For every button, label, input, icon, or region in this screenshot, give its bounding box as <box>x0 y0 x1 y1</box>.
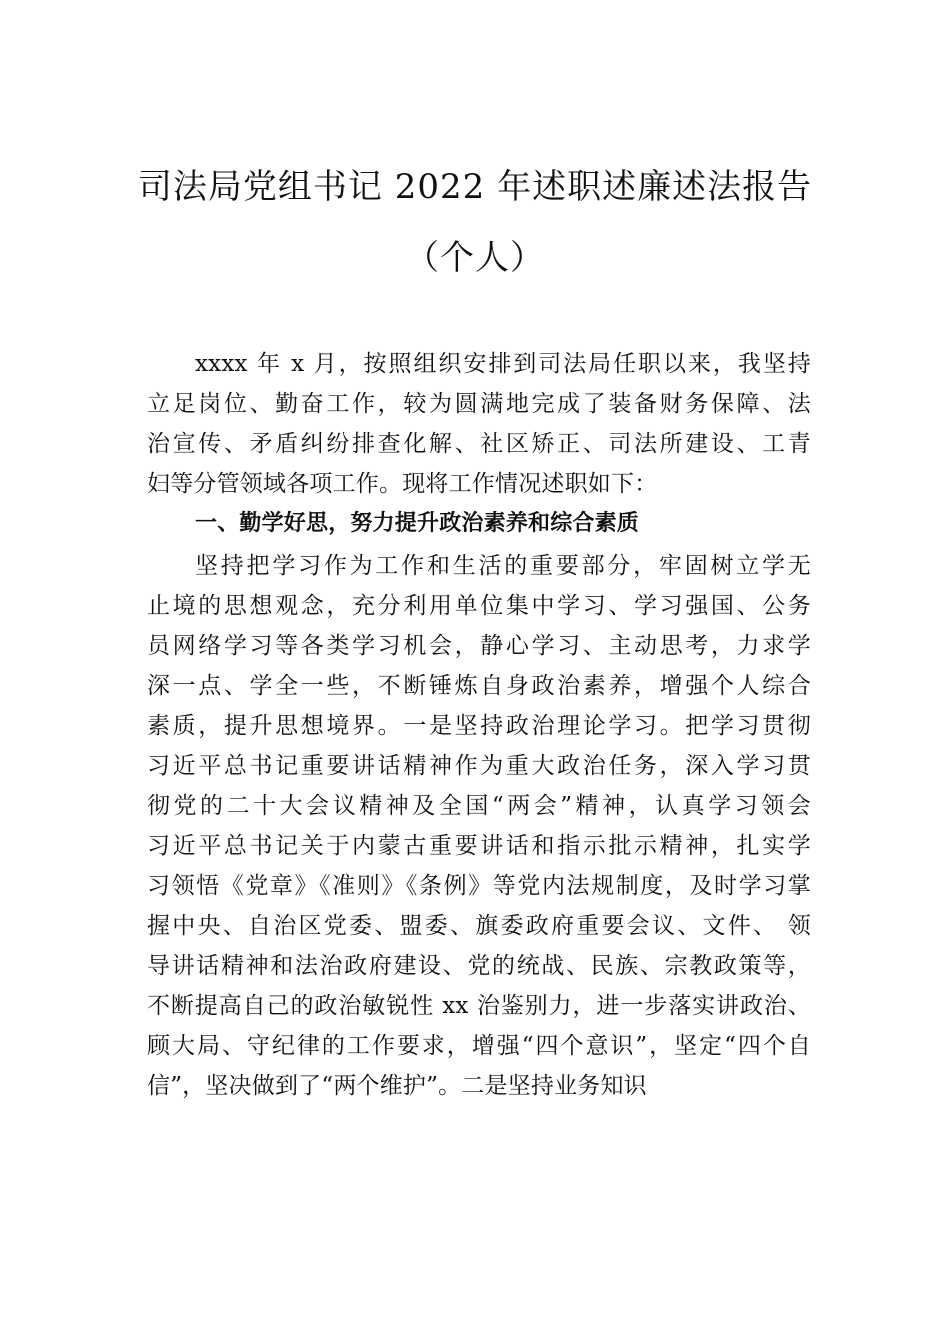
section-heading: 一、勤学好思，努力提升政治素养和综合素质 <box>195 511 640 536</box>
paragraph-line: 信”，坚决做到了“两个维护”。二是坚持业务知识 <box>147 1073 647 1099</box>
paragraph-line: 立足岗位、勤奋工作，较为圆满地完成了装备财务保障、法 <box>147 391 811 417</box>
paragraph-line: 握中央、自治区党委、盟委、旗委政府重要会议、文件、 领 <box>147 913 811 939</box>
paragraph-line: 彻党的二十大会议精神及全国“两会”精神，认真学习领会 <box>147 793 811 819</box>
paragraph-line: 深一点、学全一些，不断锤炼自身政治素养，增强个人综合 <box>147 673 811 699</box>
paragraph-line: xxxx 年 x 月，按照组织安排到司法局任职以来，我坚持 <box>195 351 811 377</box>
paragraph-line: 素质，提升思想境界。一是坚持政治理论学习。把学习贯彻 <box>147 713 811 739</box>
document-body <box>147 344 811 1106</box>
paragraph-line: 导讲话精神和法治政府建设、党的统战、民族、宗教政策等， <box>147 953 811 979</box>
document-title: 司法局党组书记 2022 年述职述廉述法报告 <box>137 167 813 207</box>
paragraph-line: 习近平总书记关于内蒙古重要讲话和指示批示精神，扎实学 <box>147 833 811 859</box>
paragraph-line: 治宣传、矛盾纠纷排查化解、社区矫正、司法所建设、工青 <box>147 431 811 457</box>
paragraph-line: 止境的思想观念，充分利用单位集中学习、学习强国、公务 <box>147 593 811 619</box>
paragraph-line: 顾大局、守纪律的工作要求，增强“四个意识”，坚定“四个自 <box>147 1033 811 1059</box>
paragraph-line: 习领悟《党章》《准则》《条例》等党内法规制度，及时学习掌 <box>147 873 811 899</box>
paragraph-line: 坚持把学习作为工作和生活的重要部分，牢固树立学无 <box>195 553 811 579</box>
document-subtitle: （个人） <box>405 238 545 278</box>
paragraph-line: 习近平总书记重要讲话精神作为重大政治任务，深入学习贯 <box>147 753 811 779</box>
paragraph-line: 不断提高自己的政治敏锐性 xx 治鉴别力，进一步落实讲政治、 <box>147 993 811 1019</box>
paragraph-line: 员网络学习等各类学习机会，静心学习、主动思考，力求学 <box>147 633 811 659</box>
paragraph-line: 妇等分管领域各项工作。现将工作情况述职如下： <box>147 471 658 497</box>
